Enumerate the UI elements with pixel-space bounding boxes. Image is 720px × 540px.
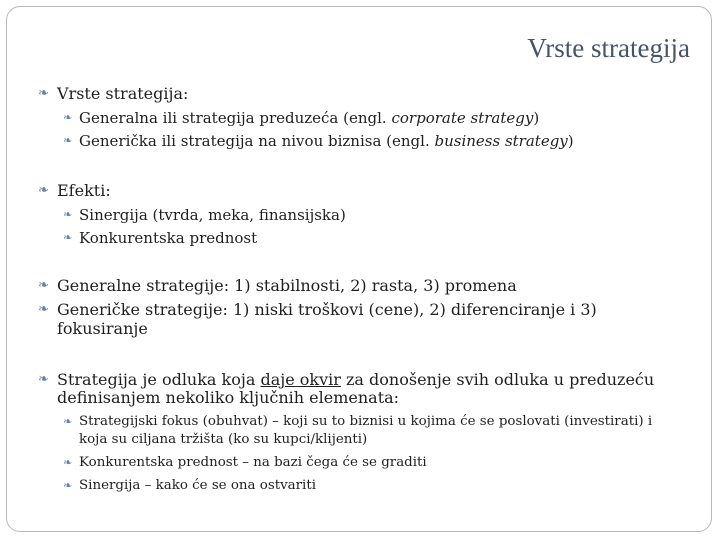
bullet-efekti-heading: [38, 181, 111, 201]
bullet-genericke: ❧ Generičke strategije: 1) niski troškovi (cene), 2) diferenciranje i 3): [38, 300, 597, 319]
list-item: ❧ Strategijski fokus (obuhvat) – koji su to biznisi u kojima će se poslovati (investirati) i: [63, 414, 653, 429]
list-item: ❧ Konkurentska prednost: [63, 229, 258, 247]
bullet-icon: ❧: [38, 302, 49, 317]
list-item: ❧ Konkurentska prednost – na bazi čega će se graditi: [63, 455, 427, 470]
bullet-icon: ❧: [38, 372, 49, 387]
bullet-generalne: ❧ Generalne strategije: 1) stabilnosti, 2) rasta, 3) promena: [38, 276, 517, 295]
list-item: ❧ Generalna ili strategija preduzeća (engl. corporate strategy): [63, 109, 540, 127]
bullet-icon: ❧: [63, 479, 73, 492]
list-item: ❧ Generička ili strategija na nivou biznisa (engl. business strategy): [63, 132, 574, 150]
bullet-icon: ❧: [38, 183, 49, 198]
bullet-icon: ❧: [63, 208, 73, 221]
bullet-icon: ❧: [63, 456, 73, 469]
bullet-icon: ❧: [63, 415, 73, 428]
bullet-icon: ❧: [63, 231, 73, 244]
vrste-heading: Vrste strategija:: [57, 84, 189, 103]
bullet-icon: ❧: [63, 111, 73, 124]
bullet-strategija-cont: definisanjem nekoliko ključnih elemenata:: [57, 388, 400, 407]
bullet-genericke-cont: fokusiranje: [57, 319, 148, 338]
bullet-vrste-heading: [38, 84, 189, 104]
efekti-heading: Efekti:: [57, 181, 111, 200]
bullet-strategija: ❧ Strategija je odluka koja daje okvir za donošenje svih odluka u preduzeću: [38, 370, 655, 389]
list-item: ❧ Sinergija – kako će se ona ostvariti: [63, 478, 317, 493]
bullet-icon: ❧: [63, 134, 73, 147]
bullet-icon: ❧: [38, 86, 49, 101]
slide-title: Vrste strategija: [527, 33, 690, 63]
list-item: ❧ Sinergija (tvrda, meka, finansijska): [63, 206, 346, 224]
list-item-cont: koja su ciljana tržišta (ko su kupci/klijenti): [79, 432, 368, 447]
bullet-icon: ❧: [38, 278, 49, 293]
